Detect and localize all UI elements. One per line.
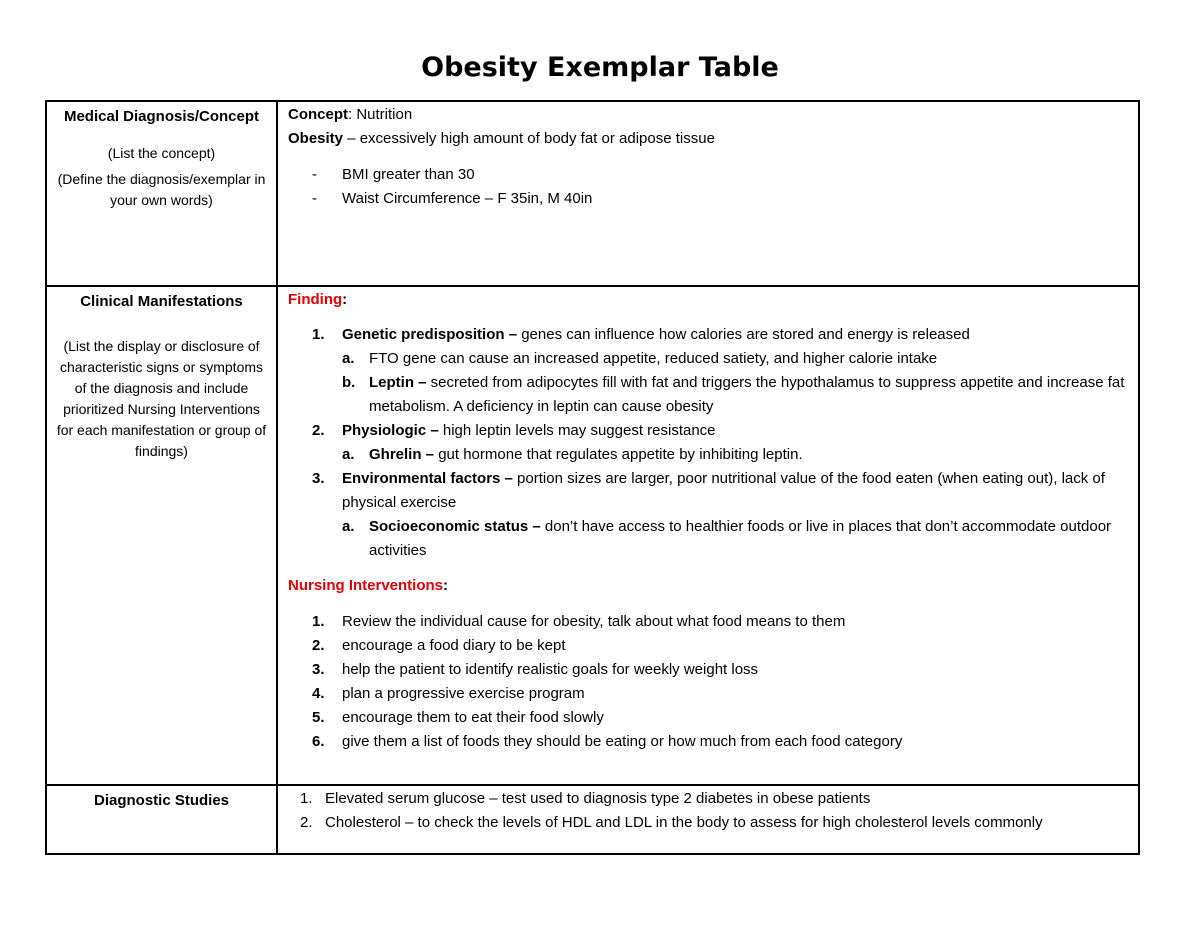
exemplar-table bbox=[45, 100, 1140, 855]
list-item: - Waist Circumference – F 35in, M 40in bbox=[312, 190, 593, 207]
row-hint: (Define the diagnosis/exemplar in your own words) bbox=[57, 171, 266, 208]
page-title: Obesity Exemplar Table bbox=[421, 52, 779, 83]
list-item: 1. Review the individual cause for obesity, talk about what food means to them bbox=[312, 613, 846, 630]
list-item: 2. Physiologic – high leptin levels may suggest resistance bbox=[312, 422, 716, 439]
list-item: 3. help the patient to identify realistic goals for weekly weight loss bbox=[312, 661, 759, 678]
list-item: 6. give them a list of foods they should be eating or how much from each food category bbox=[312, 733, 903, 750]
list-item: 2. Cholesterol – to check the levels of HDL and LDL in the body to assess for high cholesterol levels commonly bbox=[300, 814, 1043, 831]
list-item: - BMI greater than 30 bbox=[312, 166, 475, 183]
list-item: a. Socioeconomic status – don’t have access to healthier foods or live in places that don’t accommodate outdoor activities bbox=[342, 518, 1112, 559]
concept-label-cell bbox=[46, 101, 277, 286]
concept-content-cell bbox=[277, 101, 1139, 286]
clinical-content-cell bbox=[277, 286, 1139, 785]
table-row bbox=[46, 286, 1139, 785]
row-hint: (List the display or disclosure of characteristic signs or symptoms of the diagnosis and include prioritized Nursing Interventions for each manifestation or group of findings) bbox=[56, 338, 267, 459]
finding-list bbox=[288, 323, 1128, 563]
row-label: Clinical Manifestations bbox=[80, 293, 243, 310]
row-label: Diagnostic Studies bbox=[93, 792, 230, 809]
table-row bbox=[46, 785, 1139, 854]
concept-term: Concept bbox=[288, 106, 348, 123]
list-item: 2. encourage a food diary to be kept bbox=[312, 637, 566, 654]
concept-line bbox=[288, 103, 1128, 127]
list-item: a. FTO gene can cause an increased appetite, reduced satiety, and higher calorie intake bbox=[342, 350, 938, 367]
clinical-label-cell bbox=[46, 286, 277, 785]
row-hint: (List the concept) bbox=[107, 145, 216, 161]
finding-heading: Finding: bbox=[288, 291, 348, 308]
table-row bbox=[46, 101, 1139, 286]
list-item: 4. plan a progressive exercise program bbox=[312, 685, 585, 702]
definition-text: – excessively high amount of body fat or adipose tissue bbox=[343, 130, 715, 147]
diagnostic-content-cell bbox=[277, 785, 1139, 854]
interventions-list bbox=[288, 610, 1128, 754]
list-item: 1. Elevated serum glucose – test used to diagnosis type 2 diabetes in obese patients bbox=[300, 790, 871, 807]
definition-term: Obesity bbox=[288, 130, 344, 147]
list-item: a. Ghrelin – gut hormone that regulates appetite by inhibiting leptin. bbox=[342, 446, 803, 463]
definition-line bbox=[288, 127, 1128, 151]
concept-bullets bbox=[288, 163, 1128, 211]
list-item: 3. Environmental factors – portion sizes are larger, poor nutritional value of the food eaten (when eating out), lack of physical exercise bbox=[312, 470, 1105, 511]
diagnostic-list bbox=[288, 787, 1128, 835]
diagnostic-label-cell bbox=[46, 785, 277, 854]
row-label: Medical Diagnosis/Concept bbox=[63, 108, 260, 125]
list-item: 5. encourage them to eat their food slowly bbox=[312, 709, 604, 726]
concept-value: : Nutrition bbox=[348, 106, 413, 123]
interventions-heading: Nursing Interventions: bbox=[288, 577, 449, 594]
list-item: b. Leptin – secreted from adipocytes fill with fat and triggers the hypothalamus to suppress appetite and increase fat metabolism. A deficiency in leptin can cause obesity bbox=[342, 374, 1125, 415]
list-item: 1. Genetic predisposition – genes can influence how calories are stored and energy is released bbox=[312, 326, 970, 343]
